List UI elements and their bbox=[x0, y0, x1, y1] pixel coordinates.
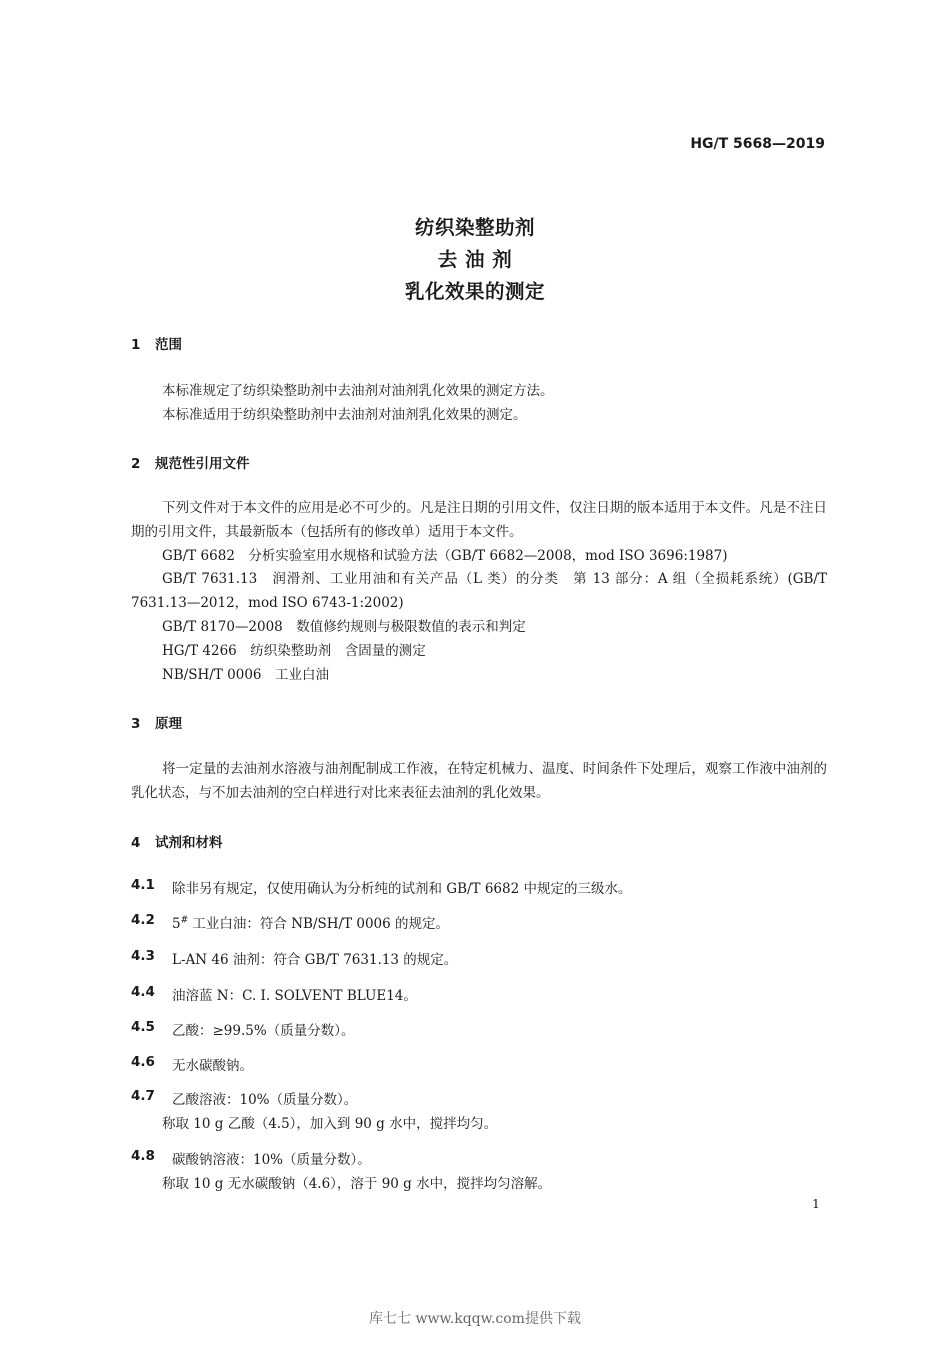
section-1-number: 1 bbox=[131, 337, 141, 353]
clause-4-5-text: 乙酸：≥99.5%（质量分数）。 bbox=[172, 1023, 355, 1039]
clause-4-1-text: 除非另有规定，仅使用确认为分析纯的试剂和 GB/T 6682 中规定的三级水。 bbox=[172, 881, 632, 897]
section-2-title: 规范性引用文件 bbox=[155, 456, 250, 472]
clause-4-7-number: 4.7 bbox=[131, 1088, 155, 1104]
page-number: 1 bbox=[812, 1196, 820, 1211]
clause-4-3-number: 4.3 bbox=[131, 948, 155, 964]
section-1-para-2: 本标准适用于纺织染整助剂中去油剂对油剂乳化效果的测定。 bbox=[162, 407, 527, 423]
title-line-3: 乳化效果的测定 bbox=[404, 280, 545, 303]
clause-4-7-text: 乙酸溶液：10%（质量分数）。 bbox=[172, 1092, 358, 1108]
clause-4-2-text bbox=[172, 912, 449, 932]
clause-4-2-grade: 5 bbox=[172, 916, 181, 932]
clause-4-2-superscript: # bbox=[180, 915, 189, 926]
clause-4-8-number: 4.8 bbox=[131, 1148, 155, 1164]
section-3-title: 原理 bbox=[155, 716, 182, 732]
clause-4-8-procedure: 称取 10 g 无水碳酸钠（4.6），溶于 90 g 水中，搅拌均匀溶解。 bbox=[162, 1176, 552, 1192]
document-title bbox=[0, 212, 950, 308]
reference-gbt-6682: GB/T 6682 分析实验室用水规格和试验方法（GB/T 6682—2008，mod ISO 3696:1987) bbox=[162, 548, 728, 564]
reference-gbt-7631-13: GB/T 7631.13 润滑剂、工业用油和有关产品（L 类）的分类 第 13 部分：A 组（全损耗系统）(GB/T 7631.13—2012，mod ISO 6743-1:2002) bbox=[131, 571, 827, 611]
section-4-title: 试剂和材料 bbox=[155, 835, 223, 851]
section-2-number: 2 bbox=[131, 456, 141, 472]
reference-nbsht-0006: NB/SH/T 0006 工业白油 bbox=[162, 667, 330, 683]
section-3-number: 3 bbox=[131, 716, 141, 732]
clause-4-2-description: 工业白油：符合 NB/SH/T 0006 的规定。 bbox=[188, 916, 450, 932]
section-1-para-1: 本标准规定了纺织染整助剂中去油剂对油剂乳化效果的测定方法。 bbox=[162, 383, 554, 399]
reference-gbt-8170: GB/T 8170—2008 数值修约规则与极限数值的表示和判定 bbox=[162, 619, 526, 635]
section-2-heading bbox=[131, 452, 250, 472]
title-line-1: 纺织染整助剂 bbox=[414, 216, 535, 239]
section-3-heading bbox=[131, 712, 182, 732]
reference-hgt-4266: HG/T 4266 纺织染整助剂 含固量的测定 bbox=[162, 643, 426, 659]
clause-4-1-number: 4.1 bbox=[131, 877, 155, 893]
section-2-intro: 下列文件对于本文件的应用是必不可少的。凡是注日期的引用文件，仅注日期的版本适用于本文件。凡是不注日期的引用文件，其最新版本（包括所有的修改单）适用于本文件。 bbox=[131, 500, 827, 540]
clause-4-8-text: 碳酸钠溶液：10%（质量分数）。 bbox=[172, 1152, 371, 1168]
clause-4-6-number: 4.6 bbox=[131, 1054, 155, 1070]
clause-4-5-number: 4.5 bbox=[131, 1019, 155, 1035]
section-3-para: 将一定量的去油剂水溶液与油剂配制成工作液，在特定机械力、温度、时间条件下处理后，观察工作液中油剂的乳化状态，与不加去油剂的空白样进行对比来表征去油剂的乳化效果。 bbox=[131, 761, 827, 801]
section-1-heading bbox=[131, 333, 182, 353]
clause-4-4-text: 油溶蓝 N：C. I. SOLVENT BLUE14。 bbox=[172, 988, 417, 1004]
section-4-heading bbox=[131, 831, 223, 851]
title-line-2: 去 油 剂 bbox=[437, 248, 513, 271]
clause-4-4-number: 4.4 bbox=[131, 984, 155, 1000]
clause-4-3-text: L-AN 46 油剂：符合 GB/T 7631.13 的规定。 bbox=[172, 952, 458, 968]
clause-4-2-number: 4.2 bbox=[131, 912, 155, 928]
document-code: HG/T 5668—2019 bbox=[690, 136, 825, 152]
clause-4-7-procedure: 称取 10 g 乙酸（4.5），加入到 90 g 水中，搅拌均匀。 bbox=[162, 1116, 498, 1132]
section-4-number: 4 bbox=[131, 835, 141, 851]
footer-download-note: 库七七 www.kqqw.com提供下载 bbox=[369, 1311, 581, 1327]
section-1-title: 范围 bbox=[155, 337, 182, 353]
clause-4-6-text: 无水碳酸钠。 bbox=[172, 1058, 253, 1074]
